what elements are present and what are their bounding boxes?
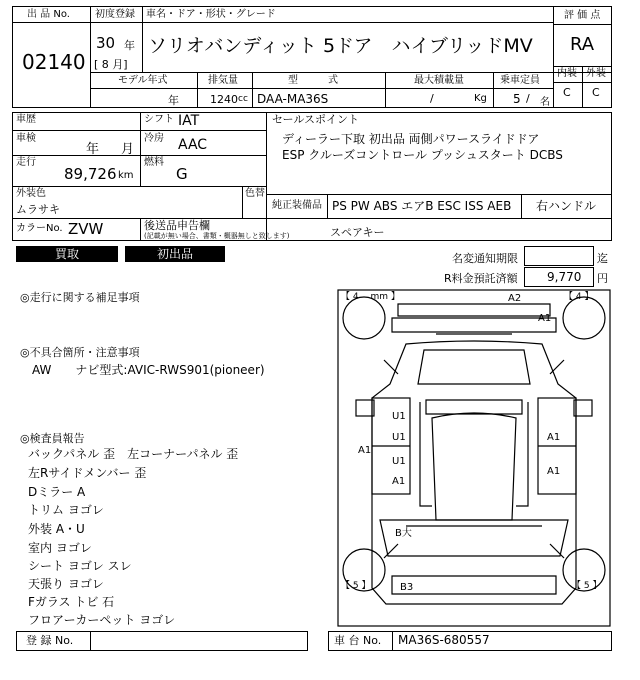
displacement: 1240 [210, 93, 238, 106]
damage-mark-a1-left: A1 [358, 445, 372, 456]
model-year-label: モデル年式 [118, 75, 168, 86]
tire-front-right: 【 4 】 [564, 292, 594, 302]
damage-mark-b3: B3 [400, 582, 414, 593]
chassis-number: MA36S-680557 [398, 633, 490, 647]
inspector-line: 室内 ヨゴレ [28, 541, 92, 555]
max-load-label: 最大積載量 [414, 75, 464, 86]
damage-mark-a2: A2 [508, 293, 522, 304]
inspector-line: トリム ヨゴレ [28, 503, 104, 517]
ac-value: AAC [178, 137, 208, 153]
shaken-label: 車検 [16, 133, 36, 144]
damage-mark-a1-body: A1 [392, 476, 406, 487]
inspector-line: シート ヨゴレ スレ [28, 559, 132, 573]
lot-number: 02140 [22, 50, 86, 74]
model-year-unit: 年 [168, 94, 179, 107]
exterior-color-label: 外装色 [16, 188, 46, 199]
notice-box [524, 246, 594, 266]
mileage-label: 走行 [16, 157, 36, 168]
color-no: ZVW [68, 220, 104, 238]
notice-unit: 迄 [597, 252, 608, 265]
reg-no-label: 登 録 No. [26, 634, 74, 647]
inspector-line: バックパネル 歪 左コーナーパネル 歪 [28, 447, 239, 461]
shift-value: IAT [178, 113, 200, 129]
mileage-unit: km [118, 170, 134, 181]
inspector-line: 外装 A・U [28, 522, 85, 536]
inspector-line: 左Rサイドメンバー 歪 [28, 466, 147, 480]
recycle-label: R料金預託済額 [444, 272, 518, 285]
defects-line: AW ナビ型式:AVIC-RWS901(pioneer) [32, 363, 265, 377]
recycle-unit: 円 [597, 272, 608, 285]
inspector-line: 天張り ヨゴレ [28, 577, 104, 591]
inspector-line: Fガラス トビ 石 [28, 595, 115, 609]
exterior-color: ムラサキ [16, 203, 60, 216]
damage-mark-a1-right-top: A1 [547, 432, 561, 443]
year-unit: 年 [124, 39, 135, 52]
running-remarks-title: ◎走行に関する補足事項 [20, 291, 140, 304]
registration-year: 30 [96, 34, 116, 52]
shift-label: シフト [144, 114, 174, 125]
type-label: 型 式 [288, 75, 338, 86]
purchase-bar: 買取 [16, 246, 118, 262]
displacement-unit: cc [238, 94, 248, 104]
registration-month: [ 8 月] [94, 58, 128, 71]
damage-mark-u1-3: U1 [392, 456, 406, 467]
interior-label: 内装 [557, 68, 577, 79]
post-delivery-note: (記載が無い場合、書類・概器無しと致します) [144, 232, 290, 240]
shaken-month-unit: 月 [121, 142, 135, 157]
chassis-label: 車 台 No. [334, 634, 382, 647]
tire-rear-left: 【 5 】 [341, 581, 371, 591]
tire-rear-right: 【 5 】 [572, 581, 602, 591]
genuine-equipment-label: 純正装備品 [272, 200, 322, 211]
sales-point-line-2: ESP クルーズコントロール プッシュスタート DCBS [282, 148, 563, 162]
max-load-slash: / [430, 92, 434, 105]
model-type: DAA-MA36S [257, 92, 329, 106]
exterior-label: 外装 [586, 68, 606, 79]
car-damage-diagram [336, 288, 612, 628]
damage-mark-a1-bumper: A1 [538, 313, 552, 324]
damage-mark-u1-1: U1 [392, 411, 406, 422]
inspector-title: ◎検査員報告 [20, 432, 85, 445]
rating-score: RA [570, 34, 595, 55]
car-name: ソリオバンディット 5ドア ハイブリッドMV [148, 35, 533, 57]
handle-position: 右ハンドル [536, 199, 597, 213]
capacity-label: 乗車定員 [500, 75, 540, 86]
exterior-grade: C [592, 86, 600, 99]
interior-grade: C [563, 86, 571, 99]
fuel-label: 燃料 [144, 157, 164, 168]
damage-mark-a1-right-bottom: A1 [547, 466, 561, 477]
inspector-line: Dミラー A [28, 485, 86, 499]
color-no-label: カラーNo. [16, 223, 63, 234]
recycle-value: 9,770 [547, 270, 582, 284]
first-listing-bar: 初出品 [125, 246, 225, 262]
inspector-line: フロアーカーペット ヨゴレ [28, 613, 176, 627]
equipment-list: PS PW ABS エアB ESC ISS AEB [332, 199, 512, 213]
shaken-year-unit: 年 [86, 142, 100, 157]
car-name-label: 車名・ドア・形状・グレード [146, 9, 276, 20]
lot-label: 出 品 No. [27, 9, 70, 20]
capacity: 5 [513, 92, 521, 106]
damage-mark-b-large: B大 [395, 528, 412, 539]
color-change-label: 色替 [245, 188, 265, 199]
damage-mark-u1-2: U1 [392, 432, 406, 443]
ac-label: 冷房 [144, 133, 164, 144]
post-delivery-label: 後送品申告欄 [144, 219, 210, 232]
history-label: 車歴 [16, 114, 36, 125]
fuel-value: G [176, 165, 188, 183]
sales-point-label: セールスポイント [272, 113, 360, 126]
defects-title: ◎不具合箇所・注意事項 [20, 346, 140, 359]
first-registration-label: 初度登録 [95, 9, 135, 20]
capacity-slash: / [526, 92, 530, 105]
notice-label: 名変通知期限 [452, 252, 518, 265]
max-load-unit: Kg [474, 93, 487, 104]
rating-label: 評 価 点 [564, 10, 601, 21]
tire-front-left: 【 4 mm 】 [341, 292, 400, 302]
mileage-value: 89,726 [64, 165, 117, 183]
capacity-unit: 名 [540, 97, 550, 108]
displacement-label: 排気量 [208, 75, 238, 86]
sales-point-line-1: ディーラー下取 初出品 両側パワースライドドア [282, 132, 540, 146]
post-delivery-items: スペアキー [330, 226, 385, 239]
